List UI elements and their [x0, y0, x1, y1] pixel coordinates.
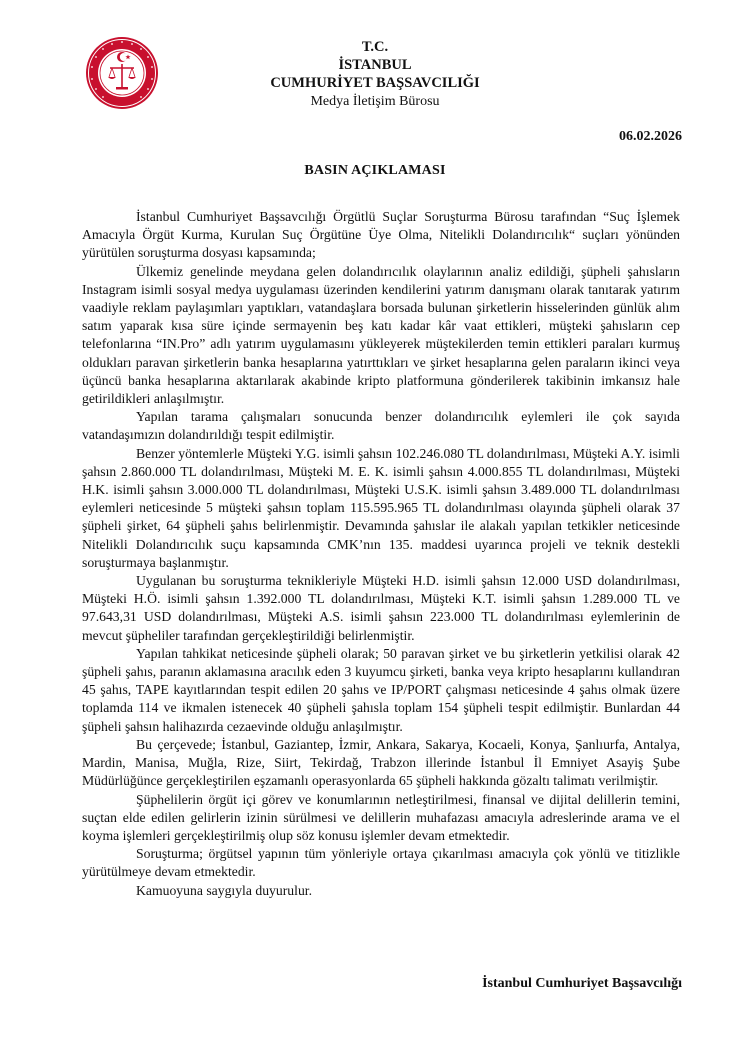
paragraph: Kamuoyuna saygıyla duyurulur. [136, 882, 313, 898]
header-city: İSTANBUL [338, 57, 412, 73]
document-date: 06.02.2026 [619, 129, 682, 144]
paragraph: Yapılan tarama çalışmaları sonucunda benzer dolandırıcılık eylemleri ile çok sayıda vatandaşımızın dolandırıldığı tespit edilmiştir. [82, 409, 680, 443]
header-tc: T.C. [361, 39, 389, 55]
paragraph: Ülkemiz genelinde meydana gelen dolandırıcılık olaylarının analiz edildiği, şüpheli şahısların Instagram isimli sosyal medya uygulaması üzerinden kendilerini yatırım danışmanı olarak tanıtarak yatırım vaadiyle reklam paylaşımları yaptıkları, vatandaşlara borsada bulunan şirketlerin hisselerinden günlük alım satım yaparak kısa süre içinde sermayenin beş katı kadar kâr vaat ettikleri, müşteki şahısların cep telefonlarına “IN.Pro” adlı yatırım uygulamasını yükleyerek müştekilerden temin ettikleri paraları kurmuş oldukları paravan şirketlerin banka hesaplarına yatırttıkları ve şirket hesaplarına gelen paraların ikinci veya üçüncü banka hesaplarına aktarılarak akabinde kripto platformuna gönderilerek takibinin imkansız hale getirildikleri anlaşılmıştır. [82, 263, 680, 407]
header-institution: CUMHURİYET BAŞSAVCILIĞI [270, 75, 480, 91]
document-body [82, 208, 680, 900]
paragraph: Benzer yöntemlerle Müşteki Y.G. isimli şahsın 102.246.080 TL dolandırılması, Müşteki A.Y. isimli şahsın 2.860.000 TL dolandırılması, Müşteki M. E. K. isimli şahsın 4.000.855 TL dolandırılması, Müşteki H.K. isimli şahsın 3.000.000 TL dolandırılması, Müşteki U.S.K. isimli şahsın 3.489.000 TL dolandırılması eylemleri neticesinde 5 müşteki şahsın toplam 115.595.965 TL dolandırılması olayında şüpheli olarak 37 şüpheli şirket, 64 şüpheli şahıs belirlenmiştir. Devamında şahıslar ile alakalı yapılan tetkikler neticesinde Nitelikli Dolandırıcılık suçu kapsamında CMK’nın 135. maddesi uyarınca projeli ve teknik destekli soruşturmaya başlanmıştır. [82, 445, 680, 570]
header-office: Medya İletişim Bürosu [310, 94, 440, 109]
paragraph: Soruşturma; örgütsel yapının tüm yönleriyle ortaya çıkarılması amacıyla çok yönlü ve titizlikle yürütülmeye devam etmektedir. [82, 846, 680, 880]
paragraph: Uygulanan bu soruşturma teknikleriyle Müşteki H.D. isimli şahsın 12.000 USD dolandırılması, Müşteki H.Ö. isimli şahsın 1.392.000 TL dolandırılması, Müşteki K.T. isimli şahsın 1.289.000 TL ve 97.643,31 USD dolandırılması, Müşteki A.S. isimli şahsın 223.000 TL dolandırılması eylemlerinin de mevcut şüpheliler tarafından gerçekleştirildiği belirlenmiştir. [82, 573, 680, 643]
paragraph: Bu çerçevede; İstanbul, Gaziantep, İzmir, Ankara, Sakarya, Kocaeli, Konya, Şanlıurfa, Antalya, Mardin, Manisa, Muğla, Rize, Siirt, Tekirdağ, Trabzon illerinde İstanbul İl Emniyet Asayiş Şube Müdürlüğünce gerçekleştirilen eşzamanlı operasyonlarda 65 şüpheli hakkında gözaltı talimatı verilmiştir. [82, 736, 680, 789]
paragraph: Yapılan tahkikat neticesinde şüpheli olarak; 50 paravan şirket ve bu şirketlerin yetkilisi olarak 42 şüpheli şahıs, paranın aklamasına aracılık eden 3 kuyumcu şirketi, banka veya kripto hesaplarını kullandıran 45 şahıs, TAPE kayıtlarından tespit edilen 20 şahıs ve IP/PORT çalışması neticesinde 4 şahıs olmak üzere toplamda 114 ve ikmalen istenecek 40 şüpheli şahısla toplam 154 şüpheli tespit edilmiştir. Bunlardan 44 şüpheli şahsın halihazırda cezaevinde olduğu anlaşılmıştır. [82, 645, 680, 734]
paragraph: Şüphelilerin örgüt içi görev ve konumlarının netleştirilmesi, finansal ve dijital delillerin temini, suçtan elde edilen gelirlerin izinin sürülmesi ve delillerin muhafazası amacıyla adreslerinde arama ve el koyma işlemleri gerçekleştirilmiş olup söz konusu işlemler devam etmektedir. [82, 791, 680, 843]
signature: İstanbul Cumhuriyet Başsavcılığı [482, 976, 682, 991]
paragraph: İstanbul Cumhuriyet Başsavcılığı Örgütlü Suçlar Soruşturma Bürosu tarafından “Suç İşlemek Amacıyla Örgüt Kurma, Kurulan Suç Örgütüne Üye Olma, Nitelikli Dolandırıcılık“ suçları yönünden yürütülen soruşturma dosyası kapsamında; [82, 209, 680, 261]
document-title: BASIN AÇIKLAMASI [304, 163, 446, 178]
